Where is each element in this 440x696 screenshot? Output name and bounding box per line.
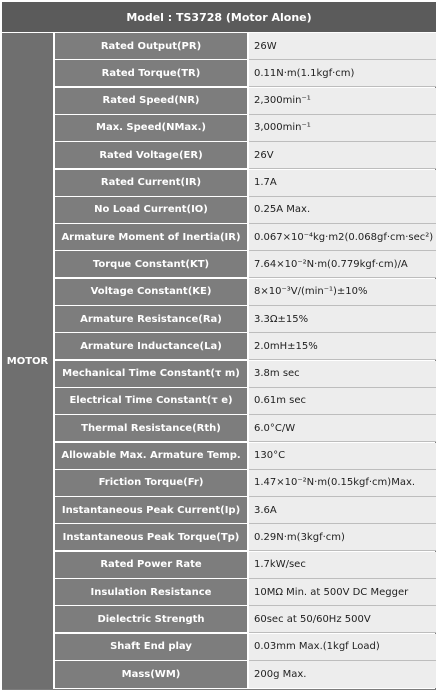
table-row (55, 170, 436, 197)
row-label: Instantaneous Peak Current(Ip) (55, 497, 249, 524)
row-value: 0.11N·m(1.1kgf·cm) (249, 60, 436, 87)
table-row (55, 306, 436, 333)
row-label: Instantaneous Peak Torque(Tp) (55, 524, 249, 551)
row-label: Mechanical Time Constant(τ m) (55, 361, 249, 388)
row-label: Dielectric Strength (55, 606, 249, 633)
table-row (55, 279, 436, 306)
row-value: 2,300min⁻¹ (249, 88, 436, 115)
table-row (55, 142, 436, 169)
row-value: 1.47×10⁻²N·m(0.15kgf·cm)Max. (249, 470, 436, 497)
row-value: 3.6A (249, 497, 436, 524)
row-label: Voltage Constant(KE) (55, 279, 249, 306)
table-row (55, 470, 436, 497)
row-value: 0.61m sec (249, 388, 436, 415)
table-row (55, 552, 436, 579)
table-row (55, 33, 436, 60)
row-value: 0.29N·m(3kgf·cm) (249, 524, 436, 551)
row-label: Armature Resistance(Ra) (55, 306, 249, 333)
table-row (55, 197, 436, 224)
row-value: 130°C (249, 443, 436, 470)
table-row (55, 361, 436, 388)
row-label: Mass(WM) (55, 661, 249, 688)
row-value: 0.067×10⁻⁴kg·m2(0.068gf·cm·sec²) (249, 224, 436, 251)
row-value: 200g Max. (249, 661, 436, 688)
table-row (55, 333, 436, 360)
table-title: Model : TS3728 (Motor Alone) (2, 2, 436, 33)
row-value: 60sec at 50/60Hz 500V (249, 606, 436, 633)
table-row (55, 524, 436, 551)
table-row (55, 497, 436, 524)
row-label: Shaft End play (55, 634, 249, 661)
table-row (55, 634, 436, 661)
row-label: Insulation Resistance (55, 579, 249, 606)
table-row (55, 251, 436, 278)
row-value: 0.25A Max. (249, 197, 436, 224)
table-row (55, 579, 436, 606)
row-value: 10MΩ Min. at 500V DC Megger (249, 579, 436, 606)
row-label: Rated Torque(TR) (55, 60, 249, 87)
table-row (55, 224, 436, 251)
table-row (55, 415, 436, 442)
row-value: 26W (249, 33, 436, 60)
row-label: Max. Speed(NMax.) (55, 115, 249, 142)
row-value: 3.8m sec (249, 361, 436, 388)
row-value: 8×10⁻³V/(min⁻¹)±10% (249, 279, 436, 306)
row-label: Rated Output(PR) (55, 33, 249, 60)
row-label: Friction Torque(Fr) (55, 470, 249, 497)
row-label: Armature Inductance(La) (55, 333, 249, 360)
row-label: Rated Speed(NR) (55, 88, 249, 115)
row-value: 2.0mH±15% (249, 333, 436, 360)
row-value: 6.0°C/W (249, 415, 436, 442)
row-label: Torque Constant(KT) (55, 251, 249, 278)
row-label: Rated Power Rate (55, 552, 249, 579)
row-label: Rated Current(IR) (55, 170, 249, 197)
table-row (55, 606, 436, 633)
row-label: Armature Moment of Inertia(IR) (55, 224, 249, 251)
table-row (55, 388, 436, 415)
section-label-motor: MOTOR (2, 33, 55, 689)
row-label: Allowable Max. Armature Temp. (55, 443, 249, 470)
row-label: No Load Current(IO) (55, 197, 249, 224)
table-row (55, 661, 436, 688)
row-value: 1.7A (249, 170, 436, 197)
row-value: 7.64×10⁻²N·m(0.779kgf·cm)/A (249, 251, 436, 278)
table-row (55, 115, 436, 142)
row-value: 0.03mm Max.(1kgf Load) (249, 634, 436, 661)
row-value: 3,000min⁻¹ (249, 115, 436, 142)
spec-rows (55, 33, 436, 689)
row-value: 3.3Ω±15% (249, 306, 436, 333)
row-label: Electrical Time Constant(τ e) (55, 388, 249, 415)
row-value: 1.7kW/sec (249, 552, 436, 579)
table-row (55, 443, 436, 470)
row-value: 26V (249, 142, 436, 169)
table-row (55, 88, 436, 115)
table-row (55, 60, 436, 87)
row-label: Rated Voltage(ER) (55, 142, 249, 169)
row-label: Thermal Resistance(Rth) (55, 415, 249, 442)
